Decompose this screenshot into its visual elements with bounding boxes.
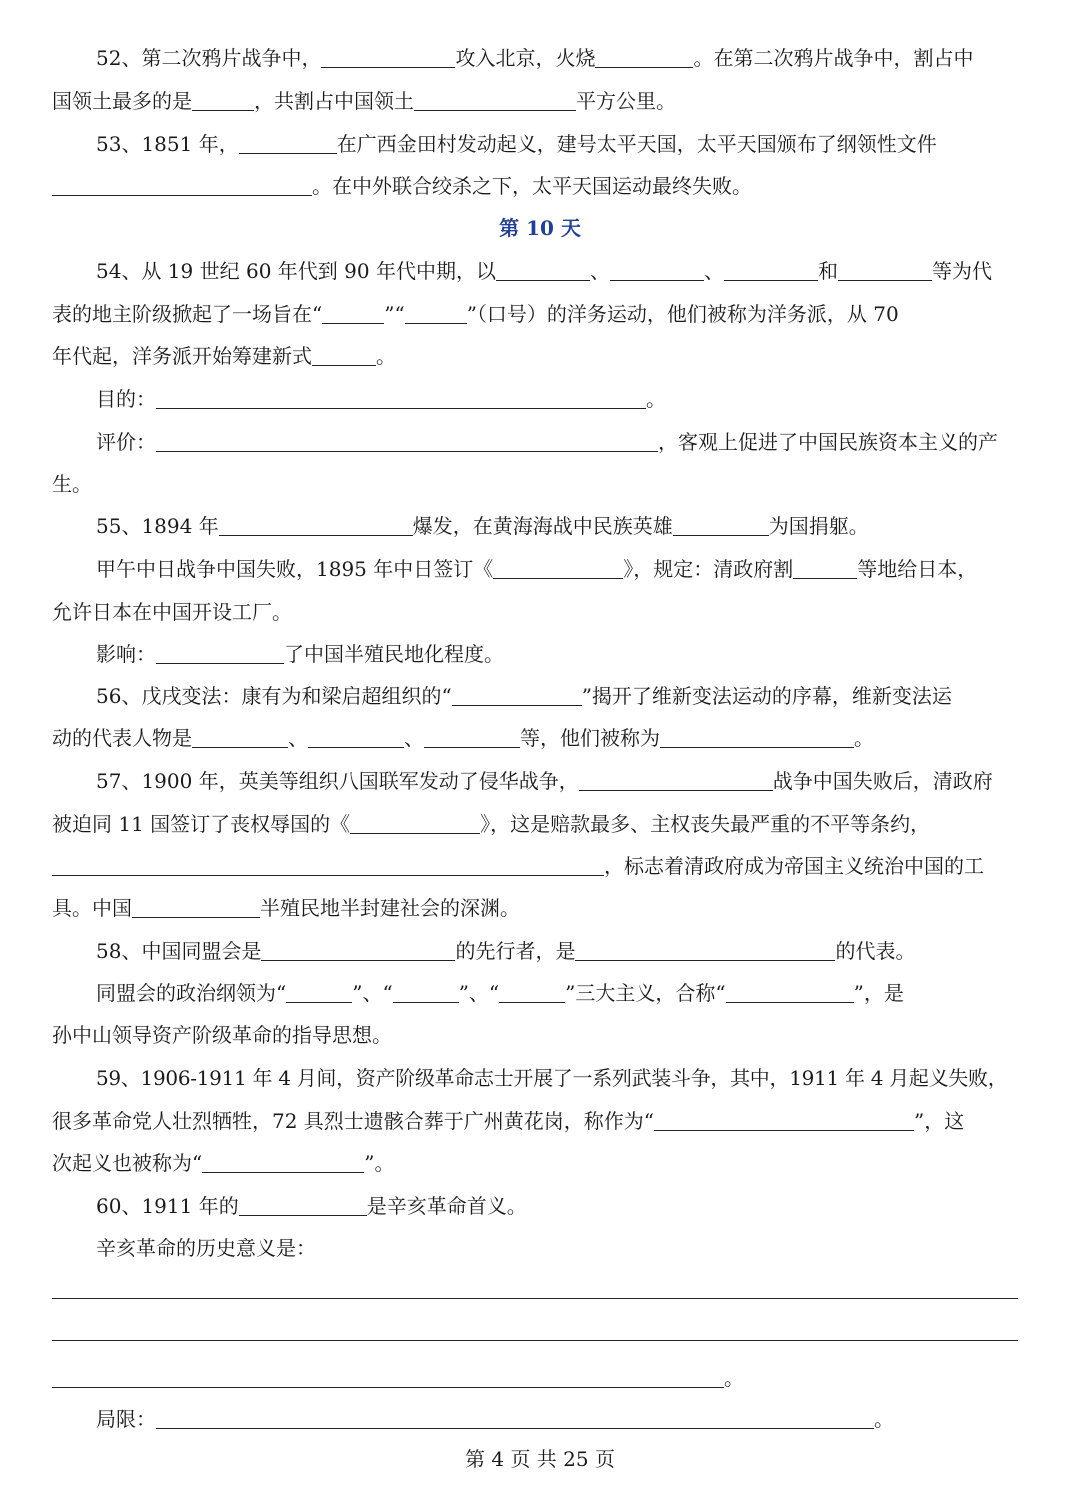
- q57-text: 》，这是赔款最多、主权丧失最严重的不平等条约，: [480, 812, 931, 836]
- q59-line-2: [52, 1105, 1032, 1137]
- q60-significance-last-line: [52, 1362, 1032, 1394]
- fill-blank[interactable]: [673, 513, 769, 536]
- fill-blank[interactable]: [219, 513, 413, 536]
- q58-text: 58、中国同盟会是: [96, 939, 262, 963]
- q60-text: 60、1911 年的: [96, 1194, 239, 1218]
- q54-purpose-line: [96, 383, 1032, 415]
- fill-blank[interactable]: [132, 895, 260, 918]
- q55-text: 甲午中日战争中国失败，1895 年中日签订《: [96, 557, 494, 581]
- q58-text: ”、“: [352, 981, 393, 1005]
- fill-blank[interactable]: [424, 725, 520, 748]
- q59-text: ”，这: [914, 1109, 965, 1133]
- separator: 、: [404, 726, 424, 750]
- q53-text: 在广西金田村发动起义，建号太平天国，太平天国颁布了纲领性文件: [336, 132, 937, 156]
- q55-text: 允许日本在中国开设工厂。: [52, 600, 292, 624]
- fill-blank[interactable]: [726, 980, 854, 1003]
- period: 。: [646, 387, 666, 411]
- q57-text: 57、1900 年，英美等组织八国联军发动了侵华战争，: [96, 769, 579, 793]
- q54-text: ”“: [384, 302, 405, 326]
- q53-text: 。在中外联合绞杀之下，太平天国运动最终失败。: [312, 174, 752, 198]
- q55-line-2: [96, 553, 1032, 585]
- q56-text: 56、戊戌变法：康有为和梁启超组织的“: [96, 684, 452, 708]
- answer-line[interactable]: [52, 1298, 1018, 1299]
- fill-blank[interactable]: [239, 1193, 367, 1216]
- q52-text: 平方公里。: [576, 89, 676, 113]
- q52-text: 。在第二次鸦片战争中，割占中: [693, 46, 974, 70]
- q57-text: ，标志着清政府成为帝国主义统治中国的工: [604, 854, 984, 878]
- fill-blank[interactable]: [239, 131, 337, 154]
- q60-limitation-line: [96, 1403, 1032, 1435]
- evaluation-label: 评价：: [96, 430, 156, 454]
- q52-text: 攻入北京，火烧: [455, 46, 596, 70]
- q54-text: ”（口号）的洋务运动，他们被称为洋务派，从 70: [466, 302, 899, 326]
- q57-text: 半殖民地半封建社会的深渊。: [260, 896, 520, 920]
- fill-blank[interactable]: [654, 1108, 914, 1131]
- q55-line-1: [96, 510, 1032, 542]
- q54-line-2: [52, 298, 1032, 330]
- q59-line-1: [96, 1062, 1032, 1094]
- q55-text: 55、1894 年: [96, 514, 219, 538]
- fill-blank[interactable]: [156, 429, 658, 452]
- fill-blank[interactable]: [660, 725, 854, 748]
- q55-text: 等地给日本，: [857, 557, 978, 581]
- fill-blank[interactable]: [393, 980, 459, 1003]
- q54-line-1: [96, 255, 1032, 287]
- q58-line-2: [96, 977, 1032, 1009]
- q58-text: 的先行者，是: [455, 939, 576, 963]
- q57-text: 具。中国: [52, 896, 132, 920]
- fill-blank[interactable]: [286, 980, 352, 1003]
- period: 。: [874, 1407, 894, 1431]
- q58-text: ”、“: [458, 981, 500, 1005]
- fill-blank[interactable]: [452, 683, 582, 706]
- fill-blank[interactable]: [156, 641, 284, 664]
- q57-line-3: [52, 850, 1032, 882]
- q58-line-1: [96, 935, 1032, 967]
- period: 。: [854, 726, 874, 750]
- fill-blank[interactable]: [838, 258, 932, 281]
- separator: 、: [288, 726, 308, 750]
- q59-line-3: [52, 1147, 1032, 1179]
- q54-text: 年代起，洋务派开始筹建新式: [52, 344, 312, 368]
- fill-blank[interactable]: [322, 301, 384, 324]
- footer-mid: 页 共: [510, 1447, 557, 1471]
- fill-blank[interactable]: [496, 258, 590, 281]
- q58-text: ”三大主义，合称“: [565, 981, 726, 1005]
- fill-blank[interactable]: [52, 1365, 724, 1388]
- page-footer: [0, 1443, 1080, 1472]
- q56-text: 等，他们被称为: [520, 726, 660, 750]
- q52-text: 52、第二次鸦片战争中，: [96, 46, 322, 70]
- q57-line-4: [52, 892, 1032, 924]
- significance-label: 辛亥革命的历史意义是：: [96, 1236, 316, 1260]
- q53-line-2: [52, 170, 1032, 202]
- q60-text: 是辛亥革命首义。: [366, 1194, 527, 1218]
- q56-line-2: [52, 722, 1032, 754]
- conjunction: 和: [817, 259, 838, 283]
- limitation-label: 局限：: [96, 1407, 156, 1431]
- fill-blank[interactable]: [499, 980, 565, 1003]
- fill-blank[interactable]: [793, 556, 857, 579]
- q52-text: ，共割占中国领土: [254, 89, 414, 113]
- fill-blank[interactable]: [202, 1150, 364, 1173]
- q55-text: 了中国半殖民地化程度。: [284, 642, 504, 666]
- q57-line-2: [52, 808, 1032, 840]
- q58-line-3: [52, 1019, 1032, 1051]
- q57-text: 被迫同 11 国签订了丧权辱国的《: [52, 812, 351, 836]
- q54-text: 生。: [52, 472, 92, 496]
- fill-blank[interactable]: [192, 725, 288, 748]
- q53-line-1: [96, 128, 1032, 160]
- fill-blank[interactable]: [52, 853, 604, 876]
- q55-impact-line: [96, 638, 1032, 670]
- q58-text: ”，是: [853, 981, 904, 1005]
- q53-text: 53、1851 年，: [96, 132, 239, 156]
- fill-blank[interactable]: [308, 725, 404, 748]
- q57-text: 战争中国失败后，清政府: [772, 769, 993, 793]
- q54-text: 等为代: [931, 259, 992, 283]
- q56-text: 动的代表人物是: [52, 726, 192, 750]
- period: 。: [724, 1366, 744, 1390]
- fill-blank[interactable]: [575, 938, 835, 961]
- q56-text: ”揭开了维新变法运动的序幕，维新变法运: [581, 684, 952, 708]
- q54-evaluation-cont: [52, 468, 1032, 500]
- q60-line-1: [96, 1190, 1032, 1222]
- fill-blank[interactable]: [192, 88, 254, 111]
- q57-line-1: [96, 765, 1032, 797]
- q59-text: 59、1906-1911 年 4 月间，资产阶级革命志士开展了一系列武装斗争，其中，1911 年 4 月起义失败，: [96, 1066, 1008, 1090]
- fill-blank[interactable]: [724, 258, 818, 281]
- day-heading: 第 10 天: [499, 216, 581, 240]
- q59-text: 很多革命党人壮烈牺牲，72 具烈士遗骸合葬于广州黄花岗，称作为“: [52, 1109, 655, 1133]
- answer-line[interactable]: [52, 1340, 1018, 1341]
- purpose-label: 目的：: [96, 387, 156, 411]
- q52-text: 国领土最多的是: [52, 89, 192, 113]
- q54-text: 表的地主阶级掀起了一场旨在“: [52, 302, 323, 326]
- q52-line-2: [52, 85, 1032, 117]
- q58-text: 的代表。: [835, 939, 916, 963]
- q59-text: 次起义也被称为“: [52, 1151, 203, 1175]
- fill-blank[interactable]: [312, 343, 376, 366]
- q55-line-3: [52, 596, 1032, 628]
- fill-blank[interactable]: [321, 45, 455, 68]
- page-number: 4: [491, 1447, 505, 1471]
- fill-blank[interactable]: [414, 88, 576, 111]
- q54-text: 54、从 19 世纪 60 年代到 90 年代中期，以: [96, 259, 496, 283]
- footer-suffix: 页: [594, 1447, 615, 1471]
- q55-text: 爆发，在黄海海战中民族英雄: [412, 514, 673, 538]
- q56-line-1: [96, 680, 1032, 712]
- q55-text: 为国捐躯。: [768, 514, 869, 538]
- fill-blank[interactable]: [595, 45, 693, 68]
- fill-blank[interactable]: [261, 938, 455, 961]
- fill-blank[interactable]: [156, 1406, 874, 1429]
- q55-text: 》，规定：清政府割: [623, 557, 794, 581]
- fill-blank[interactable]: [405, 301, 467, 324]
- q54-text: 。: [376, 344, 396, 368]
- q60-significance-label-line: [96, 1232, 1032, 1264]
- fill-blank[interactable]: [579, 768, 773, 791]
- q58-text: 同盟会的政治纲领为“: [96, 981, 287, 1005]
- fill-blank[interactable]: [52, 173, 312, 196]
- q54-text: ，客观上促进了中国民族资本主义的产: [658, 430, 998, 454]
- total-pages: 25: [563, 1447, 589, 1471]
- impact-label: 影响：: [96, 642, 156, 666]
- separator: 、: [589, 259, 610, 283]
- fill-blank[interactable]: [350, 811, 480, 834]
- fill-blank[interactable]: [493, 556, 623, 579]
- q54-line-3: [52, 340, 1032, 372]
- q52-line-1: [96, 42, 1032, 74]
- q58-text: 孙中山领导资产阶级革命的指导思想。: [52, 1023, 392, 1047]
- fill-blank[interactable]: [610, 258, 704, 281]
- q59-text: ”。: [364, 1151, 395, 1175]
- footer-prefix: 第: [465, 1447, 485, 1471]
- separator: 、: [703, 259, 724, 283]
- q54-evaluation-line: [96, 426, 1032, 458]
- fill-blank[interactable]: [156, 386, 646, 409]
